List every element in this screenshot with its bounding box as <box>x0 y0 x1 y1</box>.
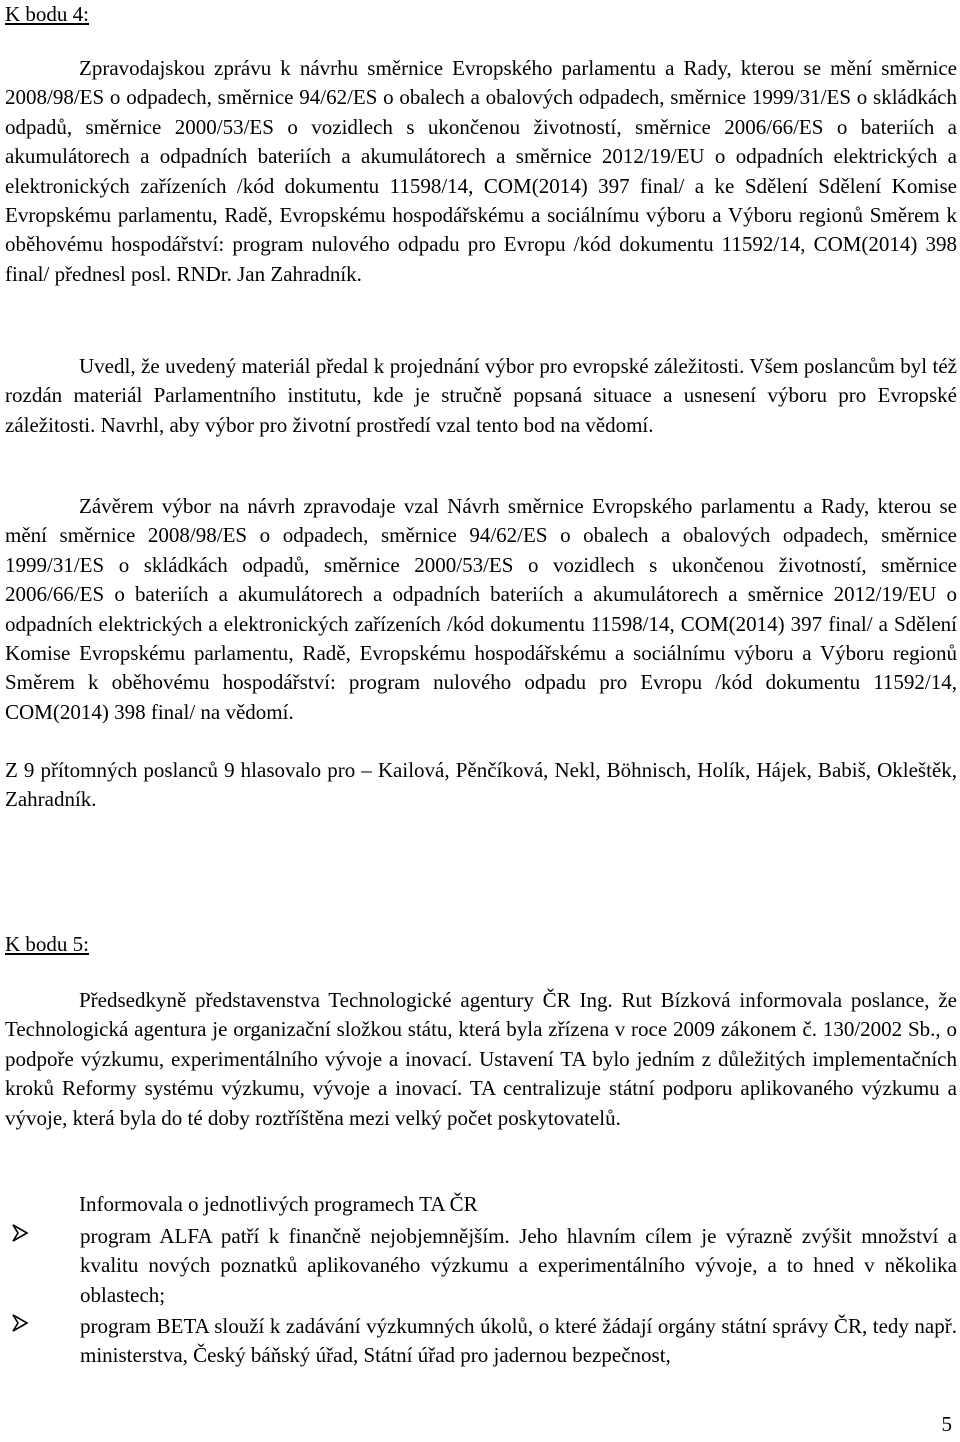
arrow-bullet-icon <box>11 1312 29 1342</box>
section-4-paragraph-3: Závěrem výbor na návrh zpravodaje vzal Návrh směrnice Evropského parlamentu a Rady, kterou se mění směrnice 2008/98/ES o odpadech, směrnice 94/62/ES o obalech a obalových odpadech, směrnice 1999/31/ES o skládkách odpadů, směrnice 2000/53/ES o vozidlech s ukončenou životností, směrnice 2006/66/ES o bateriích a akumulátorech a odpadních bateriích a akumulátorech a směrnice 2012/19/EU o odpadních elektrických a elektronických zařízeních /kód dokumentu 11598/14, COM(2014) 397 final/ a Sdělení Komise Evropskému parlamentu, Radě, Evropskému hospodářskému a sociálnímu výboru a Výboru regionů Směrem k oběhovému hospodářství: program nulového odpadu pro Evropu /kód dokumentu 11592/14, COM(2014) 398 final/ na vědomí. <box>5 494 957 724</box>
section-5-paragraph-1: Předsedkyně představenstva Technologické agentury ČR Ing. Rut Bízková informovala poslance, že Technologická agentura je organizační složkou státu, která byla zřízena v roce 2009 zákonem č. 130/2002 Sb., o podpoře výzkumu, experimentálního vývoje a inovací. Ustavení TA bylo jedním z důležitých implementačních kroků Reformy systému výzkumu, vývoje a inovací. TA centralizuje státní podporu aplikovaného výzkumu a vývoje, která byla do té doby roztříštěna mezi velký počet poskytovatelů. <box>5 988 957 1130</box>
section-4-vote-result: Z 9 přítomných poslanců 9 hlasovalo pro – Kailová, Pěnčíková, Nekl, Böhnisch, Holík, Hájek, Babiš, Okleštěk, Zahradník. <box>5 758 957 812</box>
section-4-paragraph-2: Uvedl, že uvedený materiál předal k projednání výbor pro evropské záležitosti. Všem poslancům byl též rozdán materiál Parlamentního institutu, kde je stručně popsaná situace a usnesení výboru pro Evropské záležitosti. Navrhl, aby výbor pro životní prostředí vzal tento bod na vědomí. <box>5 354 957 437</box>
arrow-bullet-icon <box>11 1222 29 1252</box>
section-5-heading: K bodu 5: <box>5 932 89 956</box>
section-5-intro: Informovala o jednotlivých programech TA ČR <box>79 1192 478 1216</box>
list-item: program BETA slouží k zadávání výzkumných úkolů, o které žádají orgány státní správy ČR, tedy např. ministerstva, Český báňský úřad, Státní úřad pro jadernou bezpečnost, <box>5 1312 957 1371</box>
page-number: 5 <box>941 1412 952 1436</box>
section-4-heading: K bodu 4: <box>5 2 89 26</box>
list-item: program ALFA patří k finančně nejobjemnějším. Jeho hlavním cílem je výrazně zvýšit množství a kvalitu nových poznatků aplikovaného výzkumu a experimentálního vývoje, a to hned v několika oblastech; <box>5 1222 957 1310</box>
section-4-paragraph-1: Zpravodajskou zprávu k návrhu směrnice Evropského parlamentu a Rady, kterou se mění směrnice 2008/98/ES o odpadech, směrnice 94/62/ES o obalech a obalových odpadech, směrnice 1999/31/ES o skládkách odpadů, směrnice 2000/53/ES o vozidlech s ukončenou životností, směrnice 2006/66/ES o bateriích a akumulátorech a odpadních bateriích a akumulátorech a směrnice 2012/19/EU o odpadních elektrických a elektronických zařízeních /kód dokumentu 11598/14, COM(2014) 397 final/ a ke Sdělení Sdělení Komise Evropskému parlamentu, Radě, Evropskému hospodářskému a sociálnímu výboru a Výboru regionů Směrem k oběhovému hospodářství: program nulového odpadu pro Evropu /kód dokumentu 11592/14, COM(2014) 398 final/ přednesl posl. RNDr. Jan Zahradník. <box>5 56 957 286</box>
